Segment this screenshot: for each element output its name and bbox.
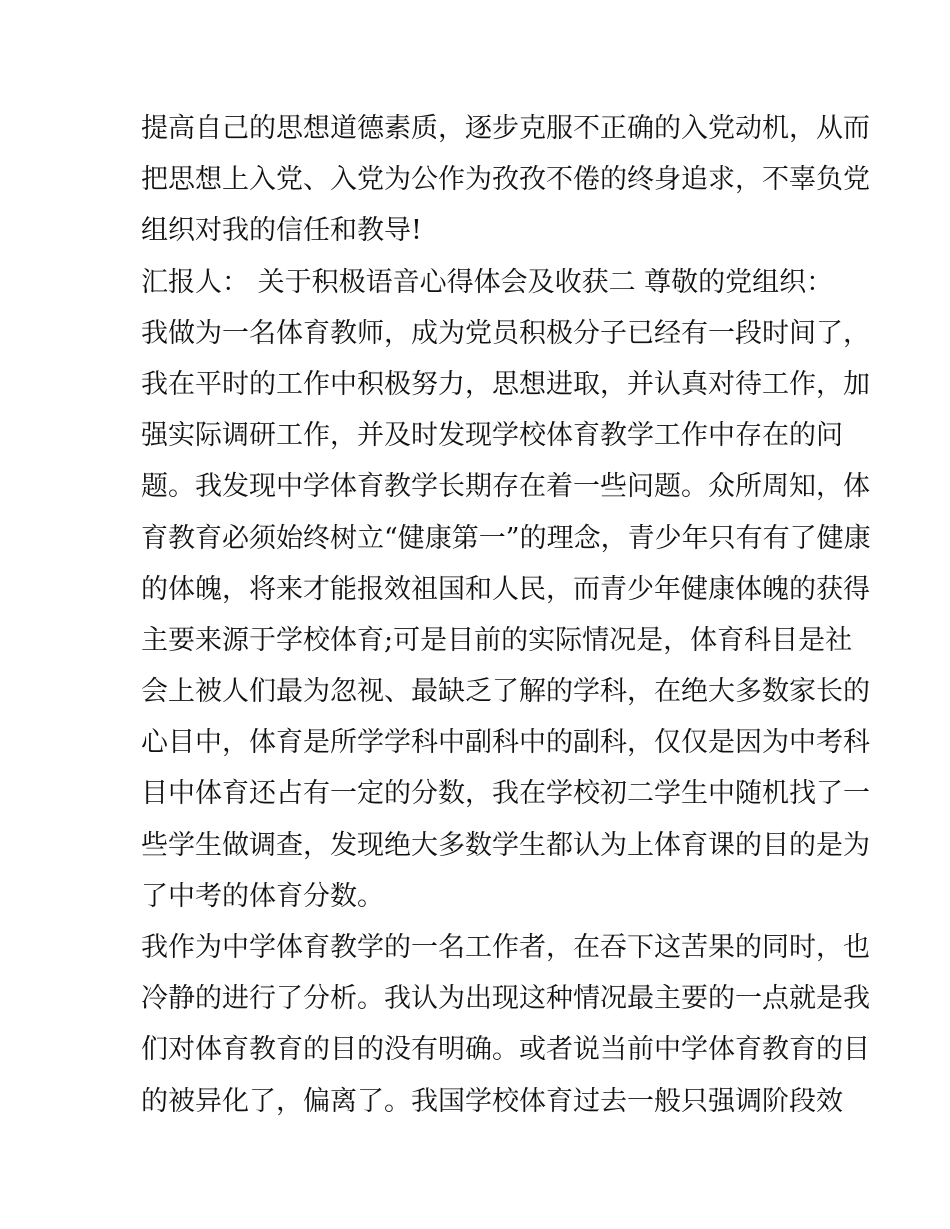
- text-line: 汇报人： 关于积极语音心得体会及收获二 尊敬的党组织：: [141, 266, 834, 298]
- text-line: 提高自己的思想道德素质，逐步克服不正确的入党动机，从而: [141, 113, 870, 144]
- text-line: 会上被人们最为忽视、最缺乏了解的学科，在绝大多数家长的: [141, 676, 870, 708]
- text-line: 我在平时的工作中积极努力，思想进取，并认真对待工作，加: [141, 368, 870, 400]
- text-line: 了中考的体育分数。: [141, 880, 384, 912]
- text-line: 的被异化了，偏离了。我国学校体育过去一般只强调阶段效: [141, 1085, 843, 1117]
- text-line: 冷静的进行了分析。我认为出现这种情况最主要的一点就是我: [141, 983, 870, 1015]
- document-body: [141, 103, 871, 1127]
- text-line: 们对体育教育的目的没有明确。或者说当前中学体育教育的目: [141, 1034, 870, 1066]
- text-line: 把思想上入党、入党为公作为孜孜不倦的终身追求，不辜负党: [141, 164, 870, 196]
- text-line: 我做为一名体育教师，成为党员积极分子已经有一段时间了，: [141, 317, 870, 349]
- text-line: 组织对我的信任和教导!: [141, 215, 422, 247]
- text-line: 强实际调研工作，并及时发现学校体育教学工作中存在的问: [141, 420, 843, 452]
- text-line: 的体魄，将来才能报效祖国和人民，而青少年健康体魄的获得: [141, 573, 870, 605]
- text-line: 心目中，体育是所学学科中副科中的副科，仅仅是因为中考科: [141, 727, 870, 759]
- text-line: 目中体育还占有一定的分数，我在学校初二学生中随机找了一: [141, 778, 870, 810]
- text-line: 题。我发现中学体育教学长期存在着一些问题。众所周知，体: [141, 471, 870, 503]
- text-line: 主要来源于学校体育;可是目前的实际情况是，体育科目是社: [141, 624, 853, 656]
- text-line: 些学生做调查，发现绝大多数学生都认为上体育课的目的是为: [141, 829, 870, 861]
- text-line: 我作为中学体育教学的一名工作者，在吞下这苦果的同时，也: [141, 932, 870, 963]
- text-line: 育教育必须始终树立“健康第一”的理念，青少年只有有了健康: [141, 522, 871, 554]
